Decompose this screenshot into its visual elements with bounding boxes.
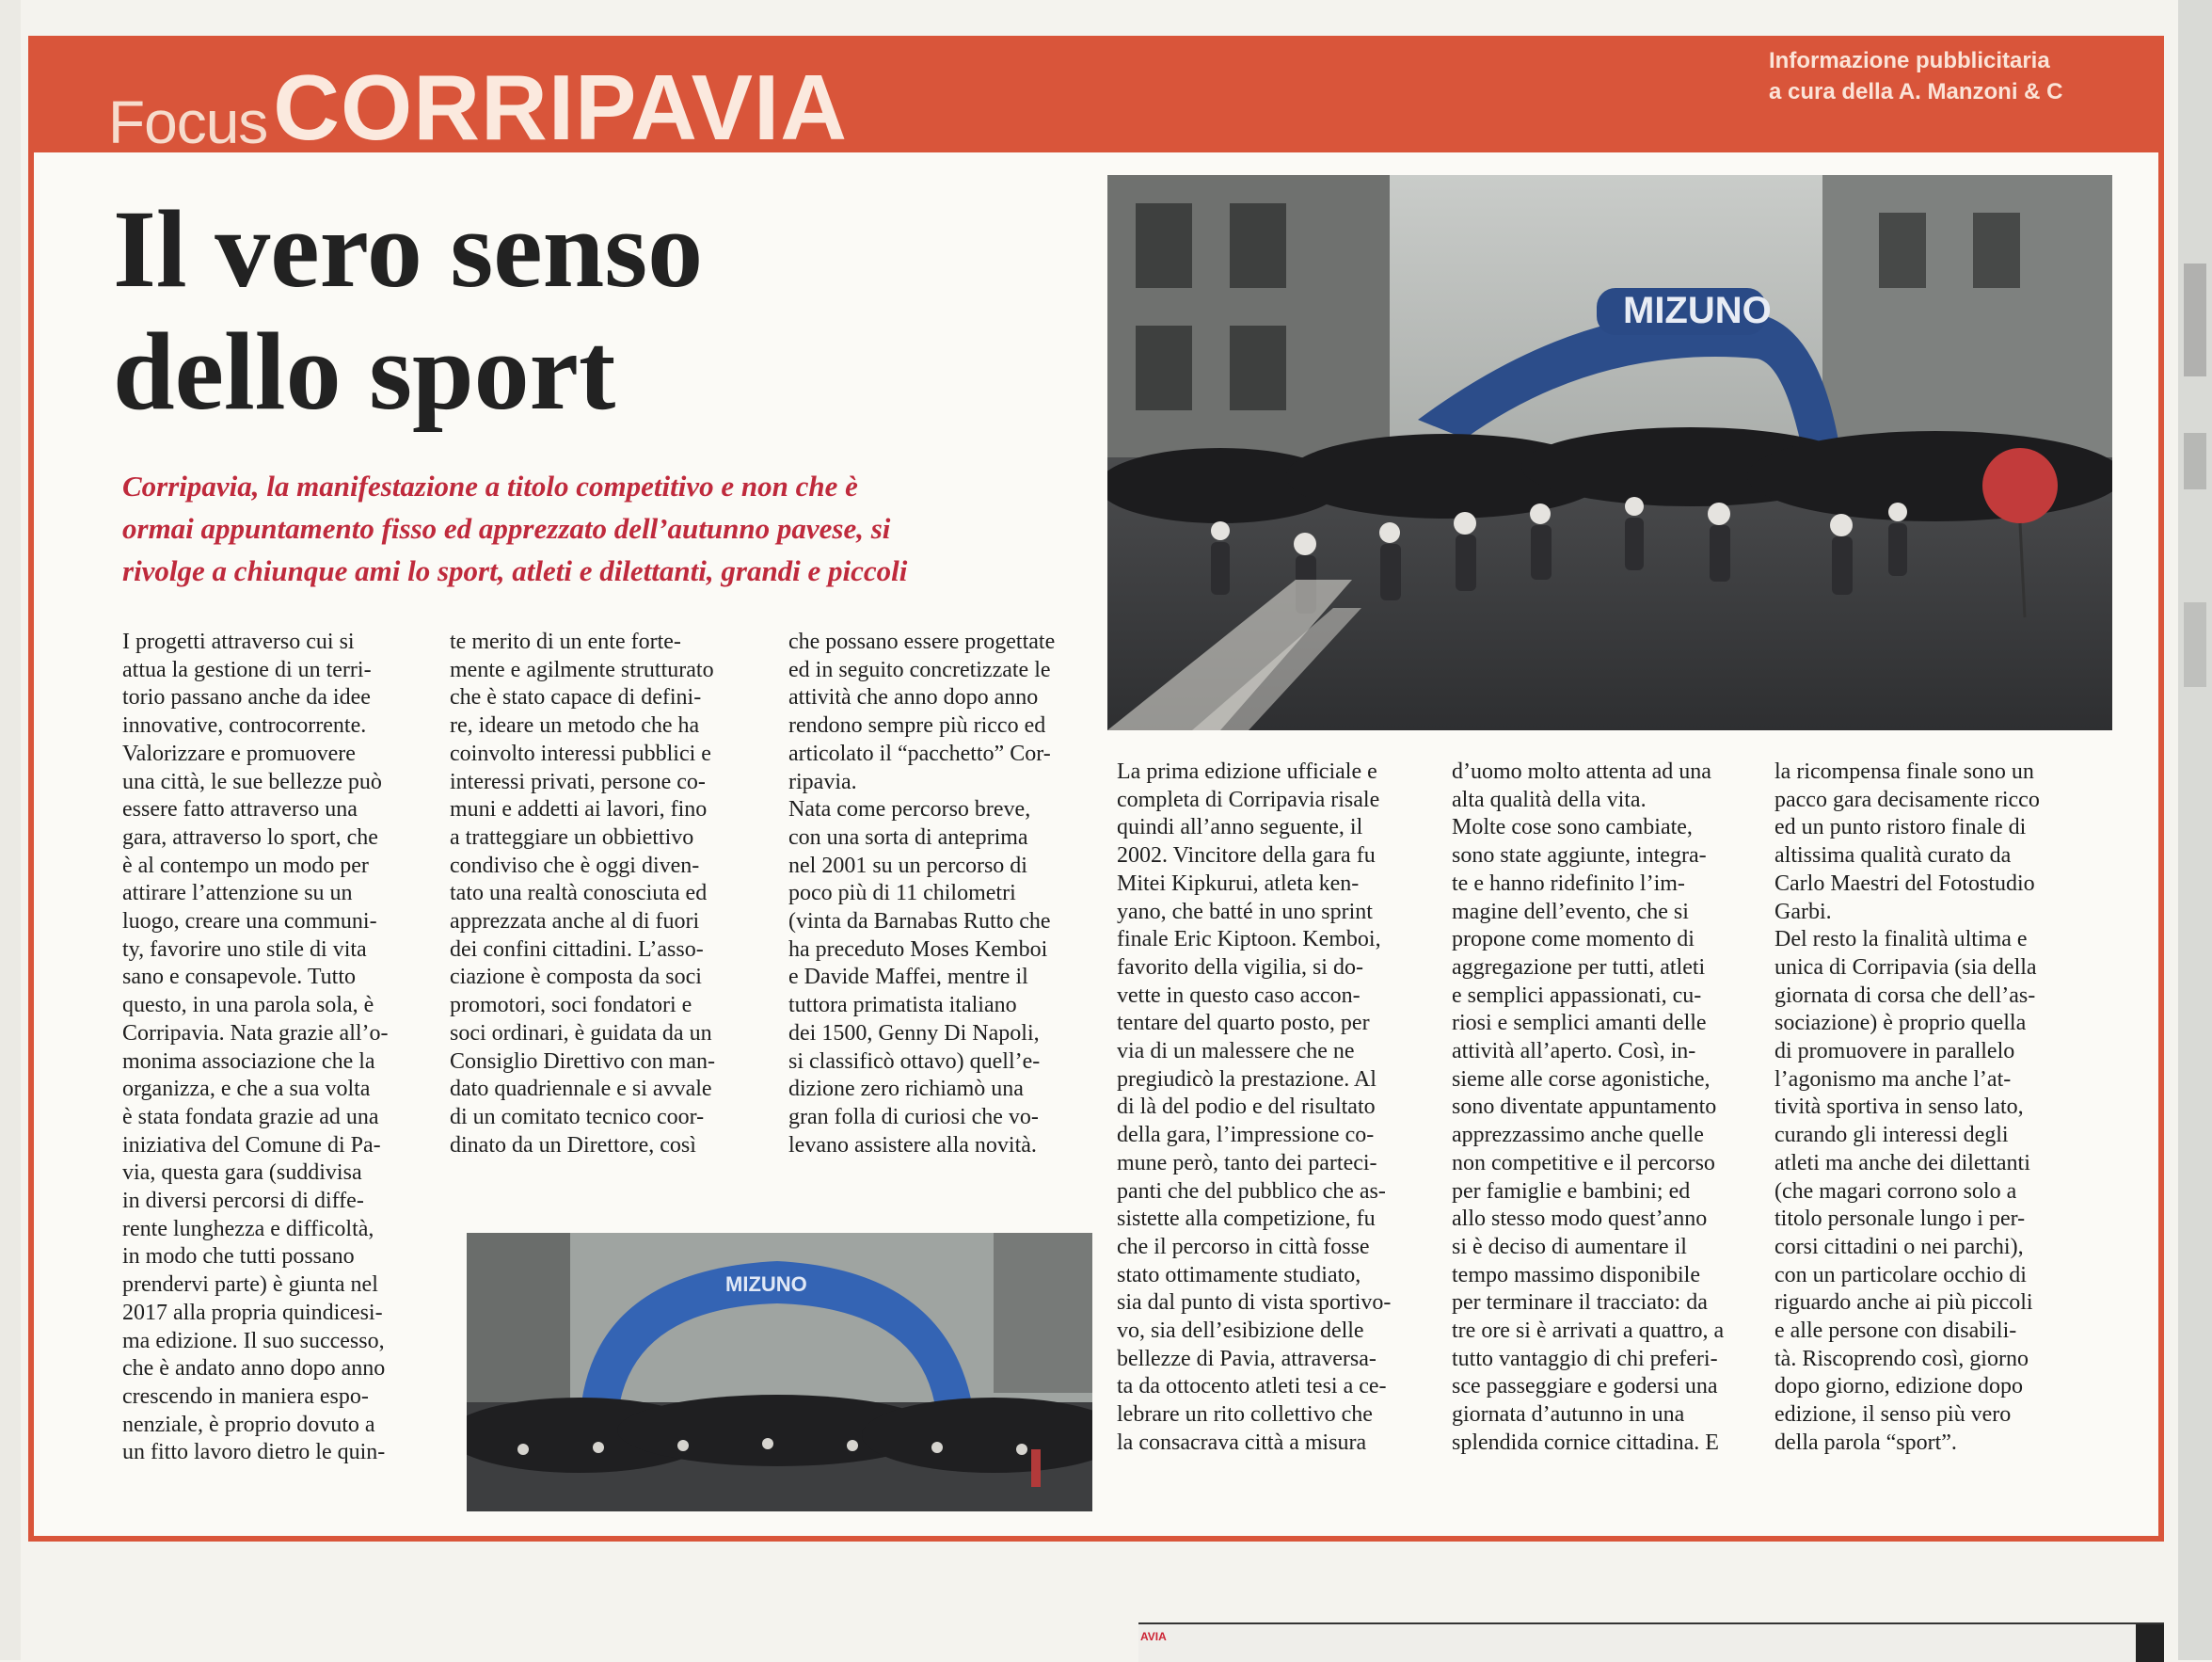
text-line: giornata d’autunno in una	[1452, 1402, 1685, 1428]
text-line: stato ottimamente studiato,	[1117, 1262, 1361, 1287]
section-title	[108, 56, 849, 159]
text-line: ed un punto ristoro finale di	[1774, 815, 2027, 840]
text-line: muni e addetti ai lavori, fino	[450, 797, 708, 823]
text-line: sociazione) è proprio quella	[1774, 1011, 2027, 1036]
text-line: poco più di 11 chilometri	[788, 881, 1016, 906]
text-line: iniziativa del Comune di Pa-	[122, 1132, 381, 1158]
text-line: dei 1500, Genny Di Napoli,	[788, 1020, 1040, 1046]
article-column-2	[450, 629, 760, 1159]
text-line: prendervi parte) è giunta nel	[122, 1272, 378, 1298]
text-line: rendono sempre più ricco ed	[788, 713, 1046, 739]
text-line: e Davide Maffei, mentre il	[788, 965, 1028, 990]
scan-margin-right	[2178, 0, 2212, 1660]
text-line: sano e consapevole. Tutto	[122, 965, 356, 990]
text-line: un fitto lavoro dietro le quin-	[122, 1440, 386, 1465]
text-line: corsi cittadini o nei parchi),	[1774, 1234, 2024, 1259]
text-line: sia dal punto di vista sportivo-	[1117, 1290, 1392, 1316]
adjacent-page-text	[2184, 433, 2206, 489]
text-line: ha preceduto Moses Kemboi	[788, 936, 1048, 962]
text-line: Del resto la finalità ultima e	[1774, 927, 2028, 952]
text-line: sistette alla competizione, fu	[1117, 1207, 1376, 1232]
text-line: tentare del quarto posto, per	[1117, 1011, 1370, 1036]
text-line: tato una realtà conosciuta ed	[450, 881, 708, 906]
text-line: re, ideare un metodo che ha	[450, 713, 700, 739]
text-line: pacco gara decisamente ricco	[1774, 787, 2040, 812]
section-prefix: Focus	[108, 88, 268, 156]
text-line: edizione, il senso più vero	[1774, 1402, 2012, 1428]
text-line: si è deciso di aumentare il	[1452, 1234, 1687, 1259]
text-line: dato quadriennale e si avvale	[450, 1077, 712, 1102]
text-line: attività all’aperto. Così, in-	[1452, 1039, 1696, 1064]
text-line: Carlo Maestri del Fotostudio	[1774, 871, 2035, 896]
text-line: via di un malessere che ne	[1117, 1039, 1355, 1064]
text-line: a tratteggiare un obbiettivo	[450, 824, 694, 850]
text-line: di un comitato tecnico coor-	[450, 1104, 705, 1129]
text-line: torio passano anche da idee	[122, 685, 371, 711]
text-line: è stata fondata grazie ad una	[122, 1104, 379, 1129]
text-line: riguardo anche ai più piccoli	[1774, 1290, 2033, 1316]
text-line: condiviso che è oggi diven-	[450, 853, 700, 878]
text-line: ciazione è composta da soci	[450, 965, 702, 990]
race-start-photo-small	[467, 1233, 1092, 1511]
text-line: tuttora primatista italiano	[788, 993, 1017, 1018]
text-line: dinato da un Direttore, così	[450, 1132, 696, 1158]
text-line: sce passeggiare e godersi una	[1452, 1374, 1718, 1399]
text-line: La prima edizione ufficiale e	[1117, 759, 1377, 784]
lead-paragraph	[122, 465, 1091, 592]
text-line: ma edizione. Il suo successo,	[122, 1328, 385, 1353]
text-line: ripavia.	[788, 769, 857, 794]
text-line: si classificò ottavo) quell’e-	[788, 1048, 1041, 1074]
text-line: finale Eric Kiptoon. Kemboi,	[1117, 927, 1381, 952]
text-line: interessi privati, persone co-	[450, 769, 706, 794]
text-line: Consiglio Direttivo con man-	[450, 1048, 715, 1074]
text-line: è al contempo un modo per	[122, 853, 369, 878]
text-line: ta da ottocento atleti tesi a ce-	[1117, 1374, 1387, 1399]
text-line: Garbi.	[1774, 899, 1832, 924]
text-line: curando gli interessi degli	[1774, 1123, 2009, 1148]
text-line: della gara, l’impressione co-	[1117, 1123, 1375, 1148]
text-line: questo, in una parola sola, è	[122, 993, 374, 1018]
text-line: titolo personale lungo i per-	[1774, 1207, 2026, 1232]
text-line: vo, sia dell’esibizione delle	[1117, 1318, 1364, 1344]
lead-line: rivolge a chiunque ami lo sport, atleti e dilettanti, grandi e piccoli	[122, 554, 908, 587]
text-line: mente e agilmente strutturato	[450, 657, 714, 682]
text-line: bellezze di Pavia, attraversa-	[1117, 1346, 1377, 1371]
text-line: con un particolare occhio di	[1774, 1262, 2027, 1287]
text-line: te merito di un ente forte-	[450, 630, 681, 654]
text-line: della parola “sport”.	[1774, 1430, 1957, 1455]
text-line: magine dell’evento, che si	[1452, 899, 1689, 924]
text-line: attua la gestione di un terri-	[122, 657, 372, 682]
text-line: soci ordinari, è guidata da un	[450, 1020, 712, 1046]
text-line: essere fatto attraverso una	[122, 797, 358, 823]
text-line: dei confini cittadini. L’asso-	[450, 936, 704, 962]
text-line: ed in seguito concretizzate le	[788, 657, 1051, 682]
text-line: sono state aggiunte, integra-	[1452, 843, 1707, 869]
text-line: (che magari corrono solo a	[1774, 1178, 2017, 1204]
text-line: altissima qualità curato da	[1774, 843, 2012, 869]
text-line: (vinta da Barnabas Rutto che	[788, 909, 1051, 935]
text-line: tà. Riscoprendo così, giorno	[1774, 1346, 2029, 1371]
text-line: in modo che tutti possano	[122, 1244, 355, 1270]
headline-line: Il vero senso	[113, 187, 704, 311]
section-name: CORRIPAVIA	[273, 56, 849, 159]
text-line: Corripavia. Nata grazie all’o-	[122, 1020, 389, 1046]
text-line: te e hanno ridefinito l’im-	[1452, 871, 1685, 896]
text-line: dopo giorno, edizione dopo	[1774, 1374, 2023, 1399]
text-line: tività sportiva in senso lato,	[1774, 1095, 2024, 1120]
text-line: che il percorso in città fosse	[1117, 1234, 1370, 1259]
adjacent-page-text	[2184, 602, 2206, 687]
text-line: per terminare il tracciato: da	[1452, 1290, 1708, 1316]
text-line: organizza, e che a sua volta	[122, 1077, 371, 1102]
text-line: crescendo in maniera espo-	[122, 1383, 369, 1409]
text-line: di promuovere in parallelo	[1774, 1039, 2015, 1064]
text-line: tempo massimo disponibile	[1452, 1262, 1700, 1287]
text-line: rente lunghezza e difficoltà,	[122, 1216, 374, 1241]
text-line: e alle persone con disabili-	[1774, 1318, 2017, 1344]
text-line: Nata come percorso breve,	[788, 797, 1031, 823]
text-line: luogo, creare una communi-	[122, 909, 377, 935]
text-line: nel 2001 su un percorso di	[788, 853, 1027, 878]
text-line: I progetti attraverso cui si	[122, 630, 355, 654]
text-line: che possano essere progettate	[788, 630, 1056, 654]
headline-line: dello sport	[113, 310, 616, 433]
text-line: mune però, tanto dei parteci-	[1117, 1150, 1377, 1175]
article-column-1	[122, 629, 433, 1467]
text-line: la ricompensa finale sono un	[1774, 759, 2034, 784]
next-article-strip	[1138, 1622, 2164, 1662]
lead-line: ormai appuntamento fisso ed apprezzato dell’autunno pavese, si	[122, 512, 891, 545]
text-line: attività che anno dopo anno	[788, 685, 1039, 711]
text-line: aggregazione per tutti, atleti	[1452, 954, 1706, 980]
text-line: di là del podio e del risultato	[1117, 1095, 1376, 1120]
text-line: d’uomo molto attenta ad una	[1452, 759, 1711, 784]
arch-banner-text: MIZUNO	[725, 1272, 807, 1296]
text-line: quindi all’anno seguente, il	[1117, 815, 1363, 840]
text-line: giornata di corsa che dell’as-	[1774, 983, 2036, 1008]
text-line: una città, le sue bellezze può	[122, 769, 382, 794]
text-line: non competitive e il percorso	[1452, 1150, 1715, 1175]
text-line: yano, che batté in uno sprint	[1117, 899, 1373, 924]
text-line: lebrare un rito collettivo che	[1117, 1402, 1373, 1428]
lead-line: Corripavia, la manifestazione a titolo competitivo e non che è	[122, 470, 858, 503]
text-line: innovative, controcorrente.	[122, 713, 367, 739]
text-line: riosi e semplici amanti delle	[1452, 1011, 1707, 1036]
text-line: coinvolto interessi pubblici e	[450, 741, 711, 766]
text-line: favorito della vigilia, si do-	[1117, 954, 1363, 980]
text-line: atleti ma anche dei dilettanti	[1774, 1150, 2030, 1175]
text-line: ty, favorire uno stile di vita	[122, 936, 367, 962]
promo-notice	[1769, 45, 2155, 107]
text-line: propone come momento di	[1452, 927, 1695, 952]
scan-margin-left	[0, 0, 21, 1660]
text-line: unica di Corripavia (sia della	[1774, 954, 2037, 980]
article-column-5	[1452, 759, 1762, 1458]
text-line: per famiglie e bambini; ed	[1452, 1178, 1691, 1204]
article-column-3	[788, 629, 1099, 1159]
text-line: levano assistere alla novità.	[788, 1132, 1037, 1158]
text-line: 2002. Vincitore della gara fu	[1117, 843, 1376, 869]
text-line: la consacrava città a misura	[1117, 1430, 1367, 1455]
text-line: apprezzata anche al di fuori	[450, 909, 700, 935]
text-line: Mitei Kipkurui, atleta ken-	[1117, 871, 1360, 896]
text-line: Molte cose sono cambiate,	[1452, 815, 1693, 840]
text-line: 2017 alla propria quindicesi-	[122, 1300, 383, 1325]
text-line: panti che del pubblico che as-	[1117, 1178, 1386, 1204]
race-start-photo	[1107, 175, 2112, 730]
text-line: nenziale, è proprio dovuto a	[122, 1412, 375, 1437]
text-line: che è andato anno dopo anno	[122, 1356, 386, 1382]
text-line: pregiudicò la prestazione. Al	[1117, 1066, 1377, 1092]
next-article-tag: AVIA	[1140, 1630, 1167, 1643]
text-line: attirare l’attenzione su un	[122, 881, 353, 906]
text-line: Valorizzare e promuovere	[122, 741, 356, 766]
text-line: gran folla di curiosi che vo-	[788, 1104, 1039, 1129]
text-line: via, questa gara (suddivisa	[122, 1160, 362, 1186]
text-line: alta qualità della vita.	[1452, 787, 1647, 812]
page-edge	[2136, 1624, 2164, 1662]
text-line: gara, attraverso lo sport, che	[122, 824, 378, 850]
text-line: tre ore si è arrivati a quattro, a	[1452, 1318, 1725, 1344]
adjacent-page-text	[2184, 264, 2206, 376]
text-line: l’agonismo ma anche l’at-	[1774, 1066, 2012, 1092]
text-line: completa di Corripavia risale	[1117, 787, 1380, 812]
headline	[113, 188, 1073, 433]
text-line: sieme alle corse agonistiche,	[1452, 1066, 1711, 1092]
text-line: sono diventate appuntamento	[1452, 1095, 1717, 1120]
article-column-4	[1117, 759, 1427, 1458]
promo-line: a cura della A. Manzoni & C	[1769, 79, 2063, 104]
text-line: dizione zero richiamò una	[788, 1077, 1024, 1102]
text-line: allo stesso modo quest’anno	[1452, 1207, 1708, 1232]
text-line: monima associazione che la	[122, 1048, 375, 1074]
text-line: e semplici appassionati, cu-	[1452, 983, 1702, 1008]
text-line: apprezzassimo anche quelle	[1452, 1123, 1704, 1148]
promo-line: Informazione pubblicitaria	[1769, 48, 2050, 73]
text-line: splendida cornice cittadina. E	[1452, 1430, 1719, 1455]
text-line: vette in questo caso accon-	[1117, 983, 1361, 1008]
text-line: in diversi percorsi di diffe-	[122, 1189, 364, 1214]
text-line: promotori, soci fondatori e	[450, 993, 692, 1018]
arch-banner-text: MIZUNO	[1623, 290, 1772, 331]
text-line: articolato il “pacchetto” Cor-	[788, 741, 1051, 766]
text-line: che è stato capace di defini-	[450, 685, 702, 711]
text-line: con una sorta di anteprima	[788, 824, 1028, 850]
article-column-6	[1774, 759, 2085, 1458]
text-line: tutto vantaggio di chi preferi-	[1452, 1346, 1718, 1371]
